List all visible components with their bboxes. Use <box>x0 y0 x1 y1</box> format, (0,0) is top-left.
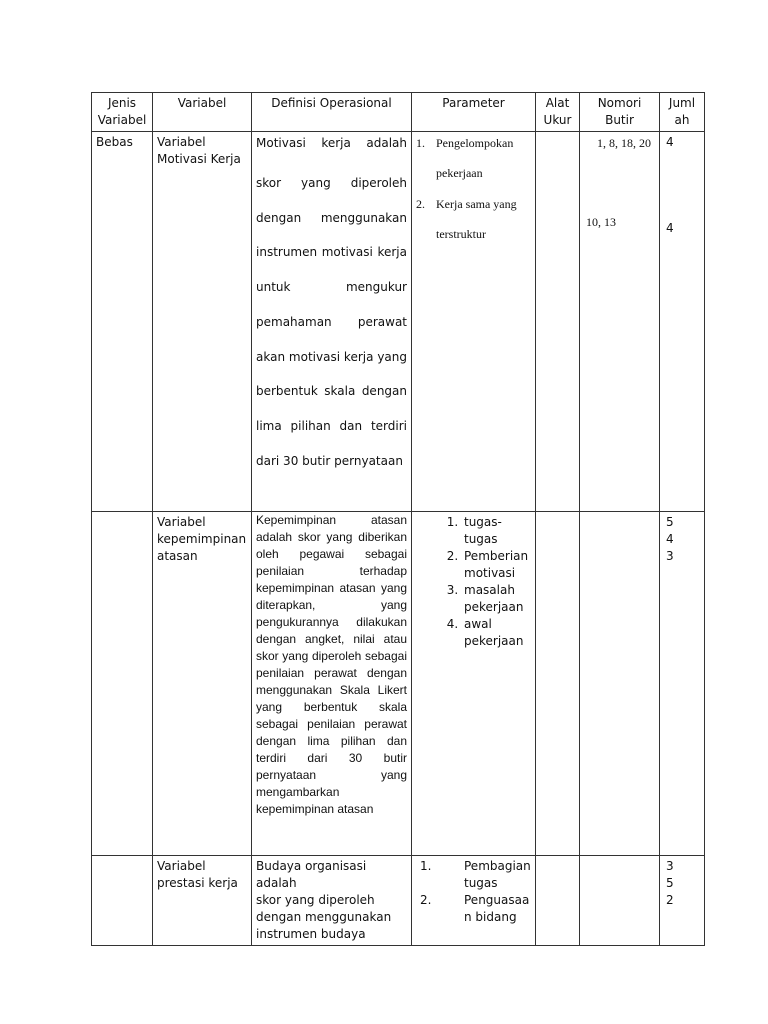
jumlah-value: 3 <box>666 859 674 873</box>
cell-alat-motivasi <box>536 132 580 512</box>
header-nomori-butir: Nomori Butir <box>580 93 660 132</box>
list-item: 3. masalah pekerjaan <box>462 582 531 616</box>
nomori-value: 1, 8, 18, 20 <box>597 136 651 150</box>
item-text: Pembagian tugas <box>464 859 531 890</box>
parameter-list <box>416 514 531 650</box>
definisi-line: untuk mengukur <box>256 280 407 295</box>
list-item: 4. awal pekerjaan <box>462 616 531 650</box>
jumlah-value: 5 <box>666 876 674 890</box>
header-alat-ukur: Alat Ukur <box>536 93 580 132</box>
cell-parameter-prestasi <box>412 856 536 946</box>
cell-jenis-empty <box>92 856 153 946</box>
nomori-value: 10, 13 <box>586 215 616 229</box>
definisi-line: pemahaman perawat <box>256 314 407 329</box>
cell-variabel-motivasi: Variabel Motivasi Kerja <box>153 132 252 512</box>
list-item <box>416 892 531 926</box>
cell-definisi-kepemimpinan: Kepemimpinan atasan adalah skor yang diberikan oleh pegawai sebagai penilaian terhadap kepemimpinan atasan yang diterapkan, yang pengukurannya dilakukan dengan angket, nilai atau skor yang diperoleh sebagai penilaian perawat dengan menggunakan Skala Likert yang berbentuk skala sebagai penilaian perawat dengan lima pilihan dan terdiri dari 30 butir pernyataan yang mengambarkan kepemimpinan atasan <box>252 512 412 856</box>
list-item: 2. Pemberian motivasi <box>462 548 531 582</box>
list-item: 1. tugas-tugas <box>462 514 531 548</box>
list-item <box>416 858 531 892</box>
item-number: 2. <box>416 197 425 211</box>
definisi-line: dari 30 butir pernyataan <box>256 453 403 468</box>
jumlah-value: 4 <box>666 221 674 235</box>
header-jumlah: Juml ah <box>660 93 705 132</box>
item-text: Pengelompokan <box>436 136 514 150</box>
header-definisi-operasional: Definisi Operasional <box>252 93 412 132</box>
definisi-line: dengan menggunakan <box>256 210 407 225</box>
cell-jenis-empty <box>92 512 153 856</box>
cell-alat-prestasi <box>536 856 580 946</box>
definisi-line: lima pilihan dan terdiri <box>256 418 407 433</box>
cell-definisi-motivasi <box>252 132 412 512</box>
header-row <box>92 93 705 132</box>
item-number: 2. <box>420 893 432 907</box>
table-row-prestasi <box>92 856 705 946</box>
item-number: 1. <box>420 859 432 873</box>
definisi-line: instrumen budaya <box>256 927 366 941</box>
table-row-kepemimpinan <box>92 512 705 856</box>
cell-nomori-prestasi <box>580 856 660 946</box>
item-text: pekerjaan <box>436 166 483 180</box>
definisi-line: skor yang diperoleh <box>256 176 407 190</box>
definisi-line: Motivasi kerja adalah <box>256 136 407 150</box>
definisi-line: berbentuk skala dengan <box>256 384 407 399</box>
definisi-line: akan motivasi kerja yang <box>256 349 407 364</box>
definisi-line: skor yang diperoleh <box>256 893 375 907</box>
definisi-line: Budaya organisasi adalah <box>256 859 367 890</box>
cell-alat-kepemimpinan <box>536 512 580 856</box>
definisi-line: dengan menggunakan <box>256 910 392 924</box>
item-text: Penguasaa n bidang <box>464 893 530 924</box>
jumlah-value: 2 <box>666 893 674 907</box>
cell-parameter-kepemimpinan <box>412 512 536 856</box>
cell-parameter-motivasi <box>412 132 536 512</box>
definisi-line: instrumen motivasi kerja <box>256 245 407 260</box>
jumlah-value: 5 <box>666 515 674 529</box>
header-jenis-variabel: Jenis Variabel <box>92 93 153 132</box>
header-parameter: Parameter <box>412 93 536 132</box>
item-text: terstruktur <box>436 227 486 241</box>
cell-jenis-bebas: Bebas <box>92 132 153 512</box>
header-variabel: Variabel <box>153 93 252 132</box>
jumlah-value: 4 <box>666 532 674 546</box>
cell-nomori-kepemimpinan <box>580 512 660 856</box>
cell-jumlah-motivasi <box>660 132 705 512</box>
list-item <box>416 132 531 192</box>
cell-jumlah-prestasi <box>660 856 705 946</box>
cell-nomori-motivasi <box>580 132 660 512</box>
operational-definition-table <box>91 92 705 946</box>
jumlah-value: 3 <box>666 549 674 563</box>
jumlah-value: 4 <box>666 135 674 149</box>
cell-definisi-prestasi <box>252 856 412 946</box>
item-text: Kerja sama yang <box>436 197 517 211</box>
item-number: 1. <box>416 136 425 150</box>
list-item <box>416 196 531 255</box>
cell-jumlah-kepemimpinan <box>660 512 705 856</box>
cell-variabel-prestasi: Variabel prestasi kerja <box>153 856 252 946</box>
cell-variabel-kepemimpinan: Variabel kepemimpinan atasan <box>153 512 252 856</box>
table-row-motivasi <box>92 132 705 512</box>
